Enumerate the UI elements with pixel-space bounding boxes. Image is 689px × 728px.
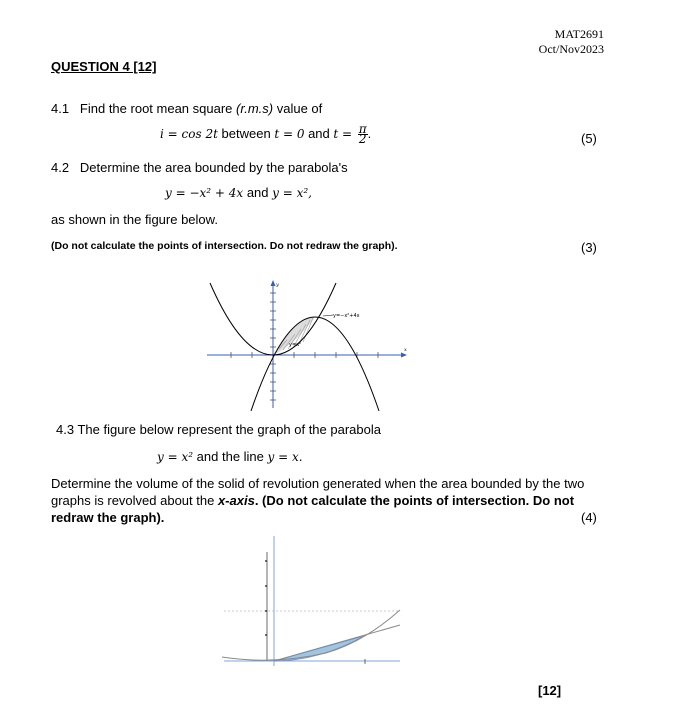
q4-3-line	[274, 625, 400, 661]
q4-1-two: 2	[358, 132, 367, 146]
q4-1-t-eq: t =	[333, 126, 353, 141]
q4-1-rms: (r.m.s)	[236, 101, 274, 116]
course-code: MAT2691	[554, 27, 604, 41]
q4-2-label-parabola-up: y=x²	[289, 342, 302, 348]
q4-2-x-arrow	[401, 353, 407, 358]
q4-3-body-2b: . (Do not calculate the points of intersection. Do not	[254, 493, 575, 508]
q4-3-equations	[157, 449, 303, 464]
q4-2-label-parabola-down: y=−x²+4x	[333, 313, 360, 319]
q4-1-and: and	[308, 125, 330, 141]
q4-1-between: between	[221, 125, 271, 141]
q4-2-note: (Do not calculate the points of intersection. Do not redraw the graph).	[51, 240, 398, 252]
q4-3-marks: (4)	[581, 510, 597, 525]
q4-2-eq2: y = x²,	[272, 186, 312, 200]
q4-3-body-3: redraw the graph).	[51, 510, 165, 525]
q4-2-axis-y-label: y	[276, 282, 279, 288]
q4-3-body-1: Determine the volume of the solid of revolution generated when the area bounded by the two	[51, 476, 585, 491]
q4-3-body-2	[51, 493, 574, 508]
exam-session: Oct/Nov2023	[538, 42, 604, 56]
q4-3-graph	[222, 530, 412, 670]
q4-3-intro: 4.3 The figure below represent the graph of the parabola	[56, 422, 381, 437]
total-marks: [12]	[538, 683, 562, 698]
q4-1-marks: (5)	[581, 131, 597, 146]
q4-2-text: Determine the area bounded by the parabola's	[79, 160, 348, 175]
q4-2-axis-x-label: x	[404, 347, 407, 353]
q4-3-eq2: y = x.	[267, 450, 303, 464]
q4-2-eq1: y = −x² + 4x	[165, 186, 244, 200]
q4-3-body-2a: graphs is revolved about the	[51, 493, 215, 508]
q4-1-number: 4.1	[51, 101, 70, 116]
q4-2-number: 4.2	[51, 160, 70, 175]
q4-2-graph	[205, 278, 415, 413]
q4-1-period: .	[367, 125, 372, 141]
q4-1-pi-over-2	[358, 122, 368, 146]
q4-2-y-arrow	[271, 280, 276, 286]
q4-2-prompt	[51, 160, 348, 175]
q4-2-shown: as shown in the figure below.	[51, 212, 218, 227]
q4-2-and: and	[246, 185, 269, 200]
q4-3-and-line: and the line	[196, 449, 264, 464]
q4-2-equations	[165, 185, 312, 200]
q4-2-parabola-down	[251, 317, 379, 411]
q4-1-prompt	[51, 101, 322, 116]
q4-1-text: Find the root mean square	[79, 101, 233, 116]
q4-2-label-leader	[323, 315, 333, 316]
q4-3-x-axis: x-axis	[217, 493, 255, 508]
q4-2-marks: (3)	[581, 240, 597, 255]
q4-1-func: i = cos 2t	[160, 126, 218, 141]
q4-1-t0: t = 0	[274, 126, 305, 141]
q4-1-text-end: value of	[276, 101, 323, 116]
question-title: QUESTION 4 [12]	[51, 59, 157, 74]
q4-1-function-line	[160, 122, 372, 146]
q4-1-pi: π	[358, 122, 367, 136]
q4-3-eq1: y = x²	[157, 450, 194, 464]
